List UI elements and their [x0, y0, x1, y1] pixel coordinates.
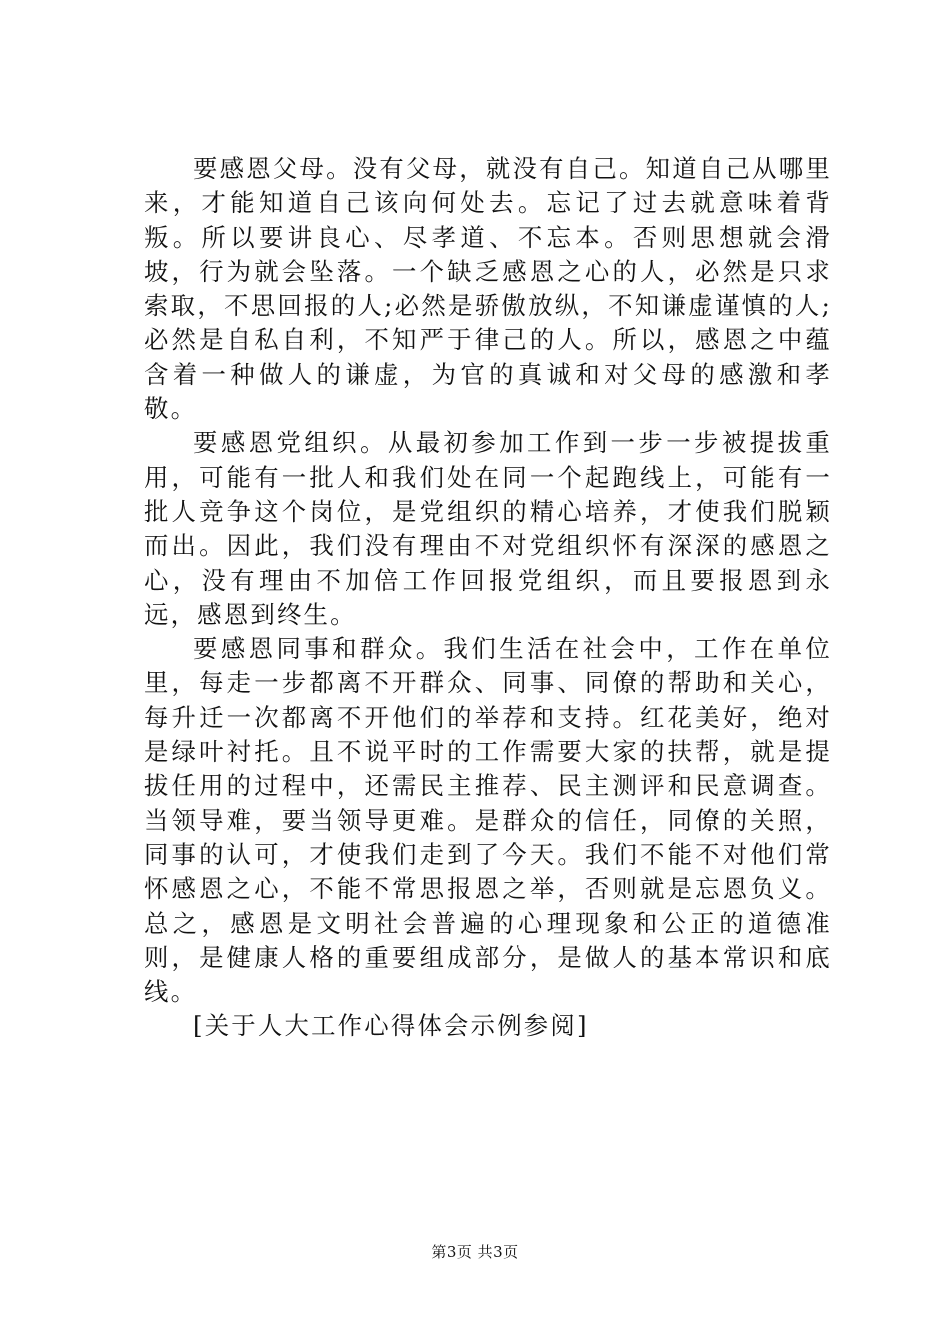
document-body: [144, 152, 832, 1044]
paragraph-gratitude-parents: 要感恩父母。没有父母，就没有自己。知道自己从哪里来，才能知道自己该向何处去。忘记了过去就意味着背叛。所以要讲良心、尽孝道、不忘本。否则思想就会滑坡，行为就会坠落。一个缺乏感恩之心的人，必然是只求索取，不思回报的人;必然是骄傲放纵，不知谦虚谨慎的人;必然是自私自利，不知严于律己的人。所以，感恩之中蕴含着一种做人的谦虚，为官的真诚和对父母的感激和孝敬。: [144, 154, 832, 424]
paragraph-gratitude-party: 要感恩党组织。从最初参加工作到一步一步被提拔重用，可能有一批人和我们处在同一个起跑线上，可能有一批人竞争这个岗位，是党组织的精心培养，才使我们脱颖而出。因此，我们没有理由不对党组织怀有深深的感恩之心，没有理由不加倍工作回报党组织，而且要报恩到永远，感恩到终生。: [144, 428, 832, 629]
related-reference-link: [关于人大工作心得体会示例参阅]: [193, 1011, 589, 1041]
paragraph-gratitude-colleagues: 要感恩同事和群众。我们生活在社会中，工作在单位里，每走一步都离不开群众、同事、同僚的帮助和关心，每升迁一次都离不开他们的举荐和支持。红花美好，绝对是绿叶衬托。且不说平时的工作需要大家的扶帮，就是提拔任用的过程中，还需民主推荐、民主测评和民意调查。当领导难，要当领导更难。是群众的信任，同僚的关照，同事的认可，才使我们走到了今天。我们不能不对他们常怀感恩之心，不能不常思报恩之举，否则就是忘恩负义。总之，感恩是文明社会普遍的心理现象和公正的道德准则，是健康人格的重要组成部分，是做人的基本常识和底线。: [144, 634, 832, 1007]
page-number-footer: 第3页 共3页: [431, 1243, 519, 1261]
